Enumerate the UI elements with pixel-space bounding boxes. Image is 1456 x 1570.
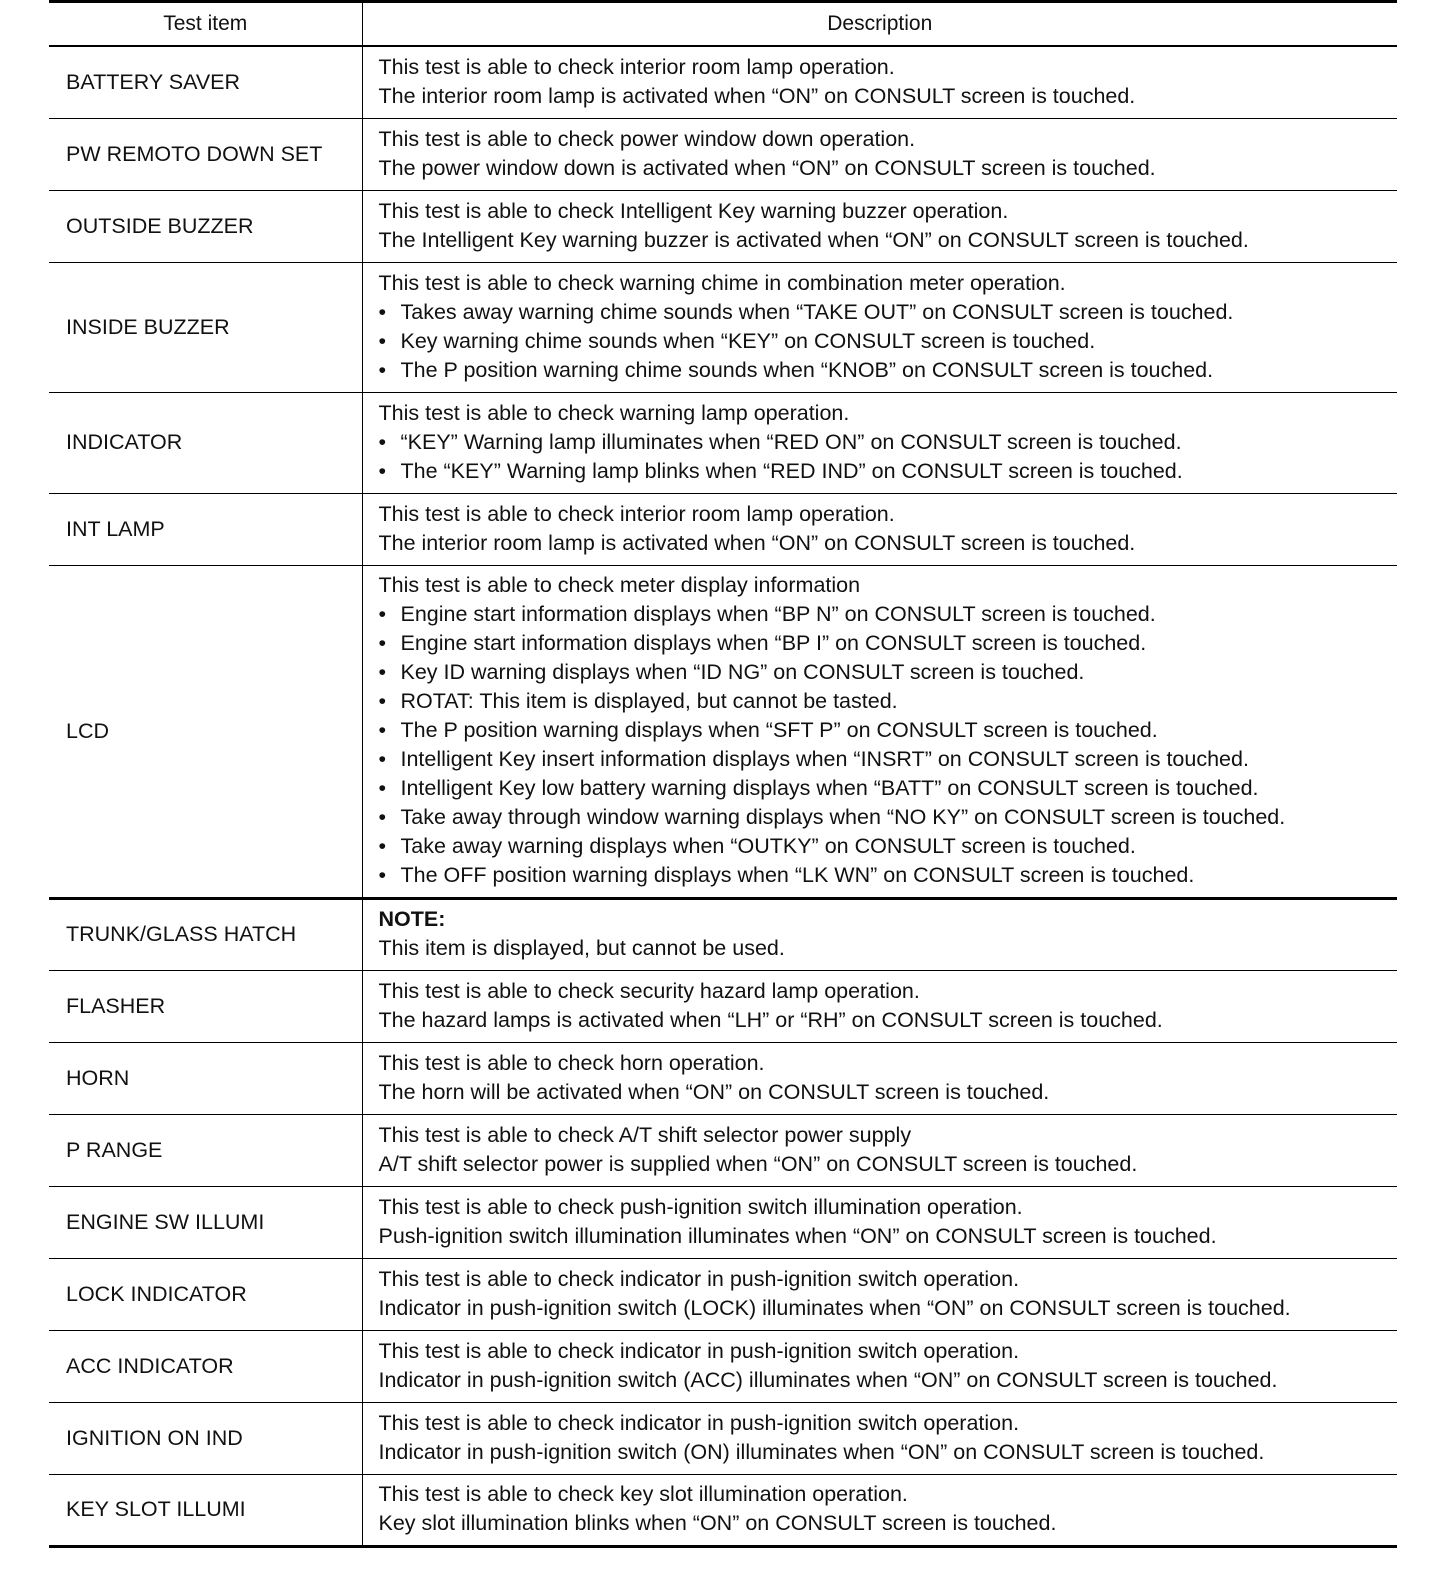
description-cell: [362, 262, 1397, 392]
table-row: [49, 565, 1397, 898]
table-row: [49, 46, 1397, 118]
description-cell: [362, 1402, 1397, 1474]
test-item-cell: P RANGE: [49, 1114, 362, 1186]
table-row: [49, 1258, 1397, 1330]
test-item-cell: FLASHER: [49, 970, 362, 1042]
description-cell: [362, 493, 1397, 565]
description-cell: [362, 1330, 1397, 1402]
table-row: [49, 118, 1397, 190]
description-cell: [362, 898, 1397, 970]
description-line: Key slot illumination blinks when “ON” on CONSULT screen is touched.: [378, 1511, 1057, 1535]
test-item-cell: INSIDE BUZZER: [49, 262, 362, 392]
description-bullet: • Takes away warning chime sounds when “TAKE OUT” on CONSULT screen is touched.: [379, 298, 1394, 327]
test-item-cell: BATTERY SAVER: [49, 46, 362, 118]
description-line: The Intelligent Key warning buzzer is activated when “ON” on CONSULT screen is touched.: [378, 227, 1249, 252]
description-cell: [362, 46, 1397, 118]
description-line: This test is able to check push-ignition switch illumination operation.: [378, 1194, 1023, 1219]
active-test-table: [49, 0, 1397, 1548]
description-line: This test is able to check warning chime in combination meter operation.: [378, 270, 1066, 295]
description-bullet: • Intelligent Key insert information displays when “INSRT” on CONSULT screen is touched.: [379, 745, 1394, 774]
description-bullet: • Take away through window warning displays when “NO KY” on CONSULT screen is touched.: [379, 803, 1394, 832]
description-bullet: • The OFF position warning displays when “LK WN” on CONSULT screen is touched.: [379, 861, 1394, 890]
table-row: [49, 1474, 1397, 1546]
table-row: [49, 1186, 1397, 1258]
description-bullet: • The “KEY” Warning lamp blinks when “RED IND” on CONSULT screen is touched.: [379, 457, 1394, 486]
description-line: This test is able to check indicator in push-ignition switch operation.: [378, 1266, 1020, 1291]
table-row: [49, 190, 1397, 262]
table-row: [49, 262, 1397, 392]
description-line: This test is able to check meter display information: [378, 573, 861, 597]
table-row: [49, 392, 1397, 493]
description-line: This test is able to check power window down operation.: [378, 126, 916, 151]
description-cell: [362, 118, 1397, 190]
table-body: [49, 46, 1397, 1546]
description-bullet: • The P position warning chime sounds when “KNOB” on CONSULT screen is touched.: [379, 356, 1394, 385]
description-line: The power window down is activated when “ON” on CONSULT screen is touched.: [378, 155, 1156, 180]
table-row: [49, 898, 1397, 970]
description-cell: [362, 1258, 1397, 1330]
test-item-cell: PW REMOTO DOWN SET: [49, 118, 362, 190]
description-bullet: • Key warning chime sounds when “KEY” on CONSULT screen is touched.: [379, 327, 1394, 356]
description-line: This test is able to check key slot illumination operation.: [378, 1482, 908, 1506]
active-test-table-page: [49, 0, 1397, 1548]
description-line: This test is able to check Intelligent Key warning buzzer operation.: [378, 198, 1009, 223]
table-row: [49, 970, 1397, 1042]
description-bullet: • Key ID warning displays when “ID NG” on CONSULT screen is touched.: [379, 658, 1394, 687]
description-cell: [362, 565, 1397, 898]
description-line: Indicator in push-ignition switch (ACC) illuminates when “ON” on CONSULT screen is touched.: [378, 1367, 1278, 1392]
table-row: [49, 1042, 1397, 1114]
test-item-cell: ENGINE SW ILLUMI: [49, 1186, 362, 1258]
description-bullet: • Engine start information displays when “BP I” on CONSULT screen is touched.: [379, 629, 1394, 658]
description-cell: [362, 190, 1397, 262]
description-line: The horn will be activated when “ON” on CONSULT screen is touched.: [378, 1079, 1050, 1104]
description-line: This item is displayed, but cannot be used.: [378, 936, 785, 960]
test-item-cell: OUTSIDE BUZZER: [49, 190, 362, 262]
description-cell: [362, 1042, 1397, 1114]
test-item-cell: KEY SLOT ILLUMI: [49, 1474, 362, 1546]
description-bullet: • ROTAT: This item is displayed, but cannot be tasted.: [379, 687, 1394, 716]
test-item-cell: LCD: [49, 565, 362, 898]
description-cell: [362, 1186, 1397, 1258]
description-line: This test is able to check security hazard lamp operation.: [378, 978, 920, 1003]
table-row: [49, 1114, 1397, 1186]
test-item-cell: IGNITION ON IND: [49, 1402, 362, 1474]
description-line: This test is able to check warning lamp operation.: [378, 400, 850, 425]
column-header-test-item: Test item: [49, 2, 362, 47]
test-item-cell: LOCK INDICATOR: [49, 1258, 362, 1330]
description-cell: [362, 1474, 1397, 1546]
description-cell: [362, 970, 1397, 1042]
table-row: [49, 1330, 1397, 1402]
description-line: Push-ignition switch illumination illuminates when “ON” on CONSULT screen is touched.: [378, 1223, 1217, 1248]
note-label: NOTE:: [378, 907, 446, 931]
description-bullet: • “KEY” Warning lamp illuminates when “RED ON” on CONSULT screen is touched.: [379, 428, 1394, 457]
description-bullet: • Intelligent Key low battery warning displays when “BATT” on CONSULT screen is touched.: [379, 774, 1394, 803]
column-header-description: Description: [362, 2, 1397, 47]
test-item-cell: INT LAMP: [49, 493, 362, 565]
description-line: This test is able to check indicator in push-ignition switch operation.: [378, 1410, 1020, 1435]
description-cell: [362, 1114, 1397, 1186]
description-bullet: • Take away warning displays when “OUTKY” on CONSULT screen is touched.: [379, 832, 1394, 861]
description-line: The interior room lamp is activated when “ON” on CONSULT screen is touched.: [378, 530, 1136, 555]
description-line: This test is able to check interior room lamp operation.: [378, 54, 895, 79]
description-line: This test is able to check A/T shift selector power supply: [378, 1122, 912, 1147]
table-row: [49, 1402, 1397, 1474]
test-item-cell: HORN: [49, 1042, 362, 1114]
test-item-cell: ACC INDICATOR: [49, 1330, 362, 1402]
description-bullet: • The P position warning displays when “SFT P” on CONSULT screen is touched.: [379, 716, 1394, 745]
test-item-cell: INDICATOR: [49, 392, 362, 493]
description-line: A/T shift selector power is supplied when “ON” on CONSULT screen is touched.: [378, 1151, 1138, 1176]
description-line: The interior room lamp is activated when “ON” on CONSULT screen is touched.: [378, 83, 1136, 108]
description-line: Indicator in push-ignition switch (LOCK) illuminates when “ON” on CONSULT screen is touched.: [378, 1295, 1291, 1320]
description-line: Indicator in push-ignition switch (ON) illuminates when “ON” on CONSULT screen is touched.: [378, 1439, 1265, 1464]
test-item-cell: TRUNK/GLASS HATCH: [49, 898, 362, 970]
table-row: [49, 493, 1397, 565]
description-line: This test is able to check horn operation.: [378, 1050, 765, 1075]
description-bullet: • Engine start information displays when “BP N” on CONSULT screen is touched.: [379, 600, 1394, 629]
description-line: This test is able to check interior room lamp operation.: [378, 501, 895, 526]
description-line: This test is able to check indicator in push-ignition switch operation.: [378, 1338, 1020, 1363]
table-header-row: [49, 2, 1397, 47]
description-line: The hazard lamps is activated when “LH” or “RH” on CONSULT screen is touched.: [378, 1007, 1163, 1032]
description-cell: [362, 392, 1397, 493]
